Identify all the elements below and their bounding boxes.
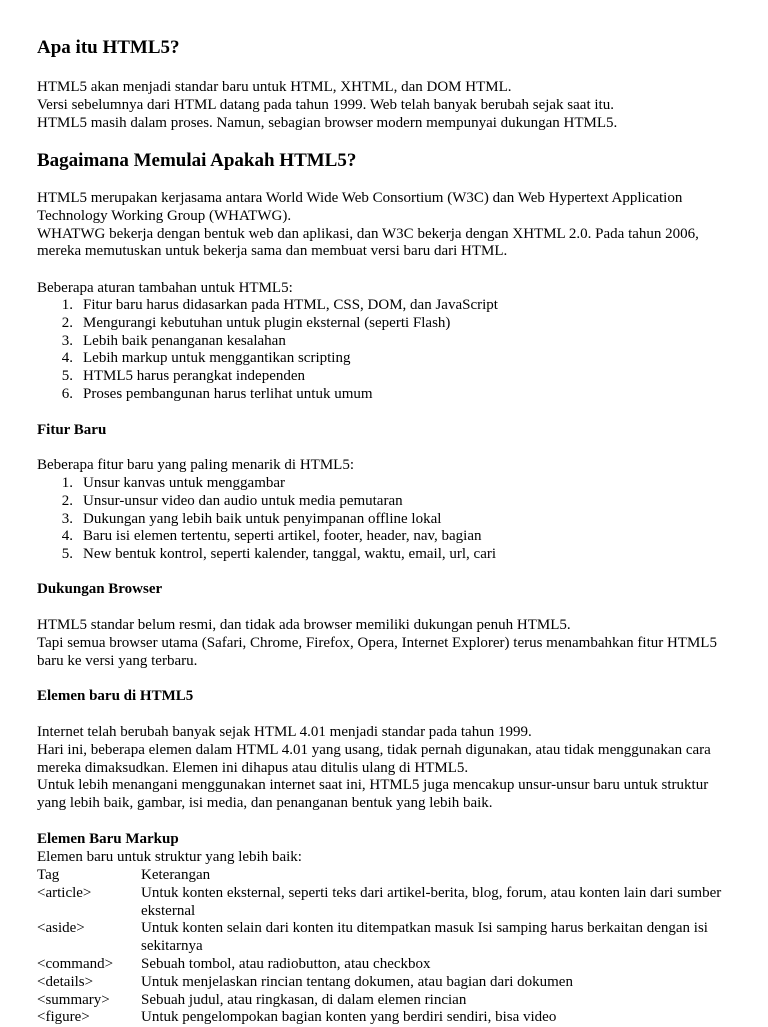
text-line: Versi sebelumnya dari HTML datang pada tahun 1999. Web telah banyak berubah sejak saat itu. (37, 96, 614, 113)
rules-intro: Beberapa aturan tambahan untuk HTML5: (37, 280, 293, 296)
markup-table (37, 867, 737, 1027)
markup-subtitle: Elemen baru untuk struktur yang lebih baik: (37, 849, 302, 865)
table-header-row (37, 867, 737, 885)
table-row (37, 885, 737, 921)
list-item: 1. Unsur kanvas untuk menggambar (61, 475, 286, 491)
tag-cell: <article> (37, 884, 92, 901)
heading-apa-itu-html5: Apa itu HTML5? (37, 37, 180, 58)
text-paragraph: Untuk lebih menangani menggunakan internet saat ini, HTML5 juga mencakup unsur-unsur baru untuk struktur yang lebih baik, gambar, isi media, dan penanganan bentuk yang lebih baik. (37, 777, 709, 812)
heading-bagaimana-memulai: Bagaimana Memulai Apakah HTML5? (37, 150, 357, 171)
heading-fitur-baru: Fitur Baru (37, 422, 107, 438)
text-paragraph: Hari ini, beberapa elemen dalam HTML 4.01 yang usang, tidak pernah digunakan, atau tidak menggunakan cara mereka dimaksudkan. Elemen ini dihapus atau ditulis ulang di HTML5. (37, 741, 711, 776)
desc-cell: Sebuah judul, atau ringkasan, di dalam elemen rincian (141, 991, 467, 1008)
text-paragraph: Tapi semua browser utama (Safari, Chrome, Firefox, Opera, Internet Explorer) terus menambahkan fitur HTML5 baru ke versi yang terbaru. (37, 634, 717, 669)
tag-cell: <command> (37, 955, 114, 972)
desc-cell: Untuk menjelaskan rincian tentang dokumen, atau bagian dari dokumen (141, 973, 573, 990)
list-item: 6. Proses pembangunan harus terlihat untuk umum (61, 385, 373, 402)
column-header-tag: Tag (37, 867, 60, 883)
features-list (37, 475, 496, 564)
list-item: 4. Baru isi elemen tertentu, seperti artikel, footer, header, nav, bagian (61, 528, 482, 545)
text-paragraph: WHATWG bekerja dengan bentuk web dan aplikasi, dan W3C bekerja dengan XHTML 2.0. Pada tahun 2006, mereka memutuskan untuk bekerja sama dan membuat versi baru dari HTML. (37, 225, 699, 260)
desc-cell: Untuk pengelompokan bagian konten yang berdiri sendiri, bisa video (141, 1009, 557, 1026)
list-item: 4. Lebih markup untuk menggantikan scripting (61, 350, 351, 367)
list-item: 3. Dukungan yang lebih baik untuk penyimpanan offline lokal (61, 510, 442, 527)
heading-elemen-baru: Elemen baru di HTML5 (37, 688, 194, 704)
column-header-desc: Keterangan (141, 867, 211, 883)
table-row (37, 1009, 737, 1027)
browser-paragraph (37, 617, 737, 670)
text-line: Internet telah berubah banyak sejak HTML 4.01 menjadi standar pada tahun 1999. (37, 724, 532, 740)
text-line: HTML5 masih dalam proses. Namun, sebagian browser modern mempunyai dukungan HTML5. (37, 114, 618, 131)
table-row (37, 992, 737, 1010)
list-item: 3. Lebih baik penanganan kesalahan (61, 332, 286, 349)
rules-list (37, 297, 498, 404)
desc-cell: Untuk konten eksternal, seperti teks dari artikel-berita, blog, forum, atau konten lain dari sumber eksternal (141, 884, 722, 919)
text-paragraph: HTML5 merupakan kerjasama antara World Wide Web Consortium (W3C) dan Web Hypertext Application Technology Working Group (WHATWG). (37, 190, 683, 224)
elements-paragraph (37, 724, 737, 813)
table-row (37, 974, 737, 992)
tag-cell: <figure> (37, 1009, 90, 1026)
desc-cell: Untuk konten selain dari konten itu ditempatkan masuk Isi samping harus berkaitan dengan isi sekitarnya (141, 920, 708, 955)
list-item: 1. Fitur baru harus didasarkan pada HTML, CSS, DOM, dan JavaScript (61, 297, 498, 313)
table-row (37, 920, 737, 956)
w3c-paragraph (37, 190, 737, 261)
list-item: 2. Mengurangi kebutuhan untuk plugin eksternal (seperti Flash) (61, 314, 451, 331)
list-item: 5. HTML5 harus perangkat independen (61, 368, 306, 385)
tag-cell: <summary> (37, 991, 110, 1008)
intro-paragraph (37, 79, 737, 132)
text-line: HTML5 akan menjadi standar baru untuk HTML, XHTML, dan DOM HTML. (37, 79, 512, 95)
desc-cell: Sebuah tombol, atau radiobutton, atau checkbox (141, 955, 431, 972)
heading-dukungan-browser: Dukungan Browser (37, 581, 163, 597)
features-intro: Beberapa fitur baru yang paling menarik di HTML5: (37, 457, 354, 473)
tag-cell: <details> (37, 973, 94, 990)
list-item: 2. Unsur-unsur video dan audio untuk media pemutaran (61, 492, 403, 509)
table-row (37, 956, 737, 974)
heading-elemen-baru-markup: Elemen Baru Markup (37, 831, 179, 847)
text-line: HTML5 standar belum resmi, dan tidak ada browser memiliki dukungan penuh HTML5. (37, 617, 571, 633)
tag-cell: <aside> (37, 920, 85, 937)
list-item: 5. New bentuk kontrol, seperti kalender, tanggal, waktu, email, url, cari (61, 546, 497, 563)
